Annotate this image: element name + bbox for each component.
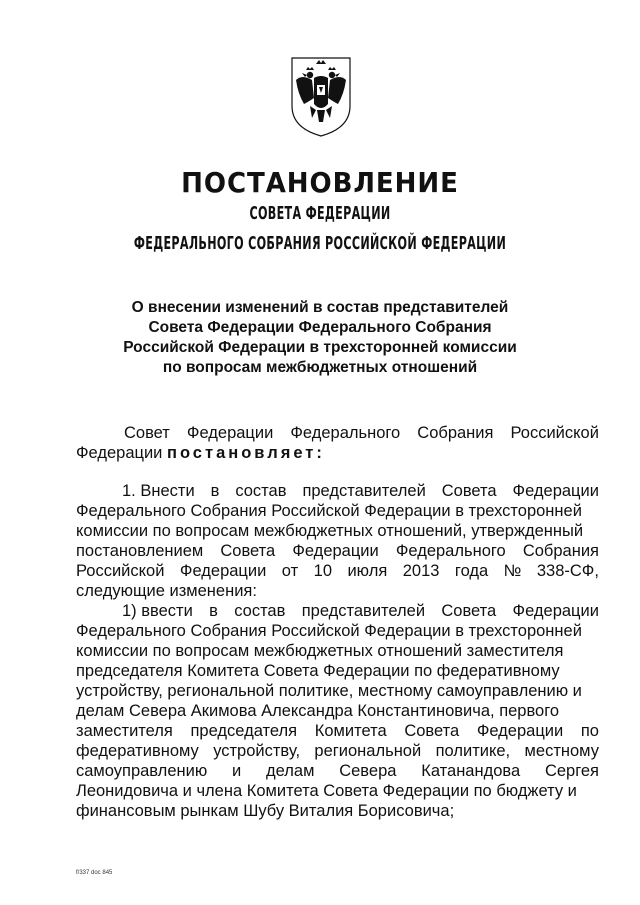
document-subject [0, 298, 640, 378]
word: Федерального Собрания Российской Федерации в трехсторонней [76, 622, 582, 640]
body-line [76, 761, 599, 781]
word: по [580, 722, 599, 740]
word: Российской [510, 424, 599, 442]
word: устройству, региональной политике, местному самоуправлению и [76, 682, 582, 700]
subject-line: О внесении изменений в состав представителей [131, 299, 509, 316]
word: года [454, 562, 489, 580]
word: самоуправлению [76, 762, 208, 780]
word: Федерального [290, 424, 401, 442]
body-line [76, 481, 599, 501]
word: Федерации [179, 562, 267, 580]
word: Федерации [512, 482, 599, 500]
subject-line: Российской Федерации в трехсторонней комиссии [123, 339, 517, 356]
word: Собрания [417, 424, 494, 442]
state-emblem [288, 54, 354, 138]
word: председателя Комитета Совета Федерации по федеративному [76, 662, 560, 680]
word: Сергея [544, 762, 599, 780]
word: 10 [313, 562, 332, 580]
subject-line: по вопросам межбюджетных отношений [162, 359, 478, 376]
word: Федерации [476, 722, 564, 740]
word: Федерации [76, 444, 167, 462]
word: Совета [220, 542, 276, 560]
word: № [503, 562, 522, 580]
word: Федерации [512, 602, 599, 620]
body-line [76, 561, 599, 581]
word: комиссии по вопросам межбюджетных отношений, утвержденный [76, 522, 584, 540]
word: Федерации [186, 424, 274, 442]
body-line [76, 681, 599, 701]
body-line [76, 581, 599, 601]
word: Федерального Собрания Российской Федерации в трехсторонней [76, 502, 582, 520]
body-line [76, 443, 599, 463]
word: Федерального [395, 542, 506, 560]
body-line [76, 423, 599, 443]
word: Совета [441, 602, 497, 620]
word: 1. Внести [122, 482, 195, 500]
word: в [209, 602, 218, 620]
body-line [76, 501, 599, 521]
word: состав [235, 482, 287, 500]
word: : [316, 444, 322, 462]
word: Совет [124, 424, 170, 442]
body-line [76, 621, 599, 641]
body-line [76, 661, 599, 681]
word: председателя [190, 722, 298, 740]
resolves-word: постановляет [166, 444, 317, 462]
word: Комитета [314, 722, 387, 740]
word: представителей [302, 482, 426, 500]
body-line [76, 801, 599, 821]
word: июля [347, 562, 388, 580]
footer-file-code: f/337 doc 845 [76, 870, 113, 876]
word: состав [234, 602, 286, 620]
word: 338-СФ, [536, 562, 599, 580]
body-line [76, 721, 599, 741]
body-line [76, 601, 599, 621]
word: политике, [435, 742, 511, 760]
word: представителей [301, 602, 426, 620]
word: Федерации [292, 542, 379, 560]
body-line [76, 781, 599, 801]
word: Совета [404, 722, 460, 740]
word: Совета [441, 482, 497, 500]
word: 2013 [402, 562, 440, 580]
issuer-line-2: ФЕДЕРАЛЬНОГО СОБРАНИЯ РОССИЙСКОЙ ФЕДЕРАЦИИ [133, 233, 507, 254]
word: региональной [314, 742, 422, 760]
word: Собрания [522, 542, 599, 560]
preamble [76, 423, 599, 463]
word: местному [524, 742, 599, 760]
body-line [76, 541, 599, 561]
word: Российской [76, 562, 165, 580]
body-line [76, 521, 599, 541]
word: и [232, 762, 242, 780]
word: федеративному [76, 742, 199, 760]
word: делам [266, 762, 315, 780]
word: комиссии по вопросам межбюджетных отношений заместителя [76, 642, 564, 660]
document-title: ПОСТАНОВЛЕНИЕ [181, 166, 459, 199]
issuer-line-1: СОВЕТА ФЕДЕРАЦИИ [249, 203, 391, 224]
word: Катанандова [421, 762, 521, 780]
word: следующие изменения: [76, 582, 257, 600]
word: Севера [339, 762, 397, 780]
word: постановлением [76, 542, 204, 560]
subject-line: Совета Федерации Федерального Собрания [148, 319, 492, 336]
word: устройству, [213, 742, 301, 760]
word: финансовым рынкам Шубу Виталия Борисовича; [76, 802, 455, 820]
body-line [76, 641, 599, 661]
item-1 [76, 481, 599, 821]
word: 1) ввести [122, 602, 193, 620]
body-line [76, 741, 599, 761]
body-line [76, 701, 599, 721]
word: заместителя [76, 722, 173, 740]
word: от [281, 562, 299, 580]
word: Леонидовича и члена Комитета Совета Федерации по бюджету и [76, 782, 577, 800]
coat-of-arms-icon [288, 54, 354, 138]
word: делам Севера Акимова Александра Константиновича, первого [76, 702, 560, 720]
word: в [210, 482, 220, 500]
